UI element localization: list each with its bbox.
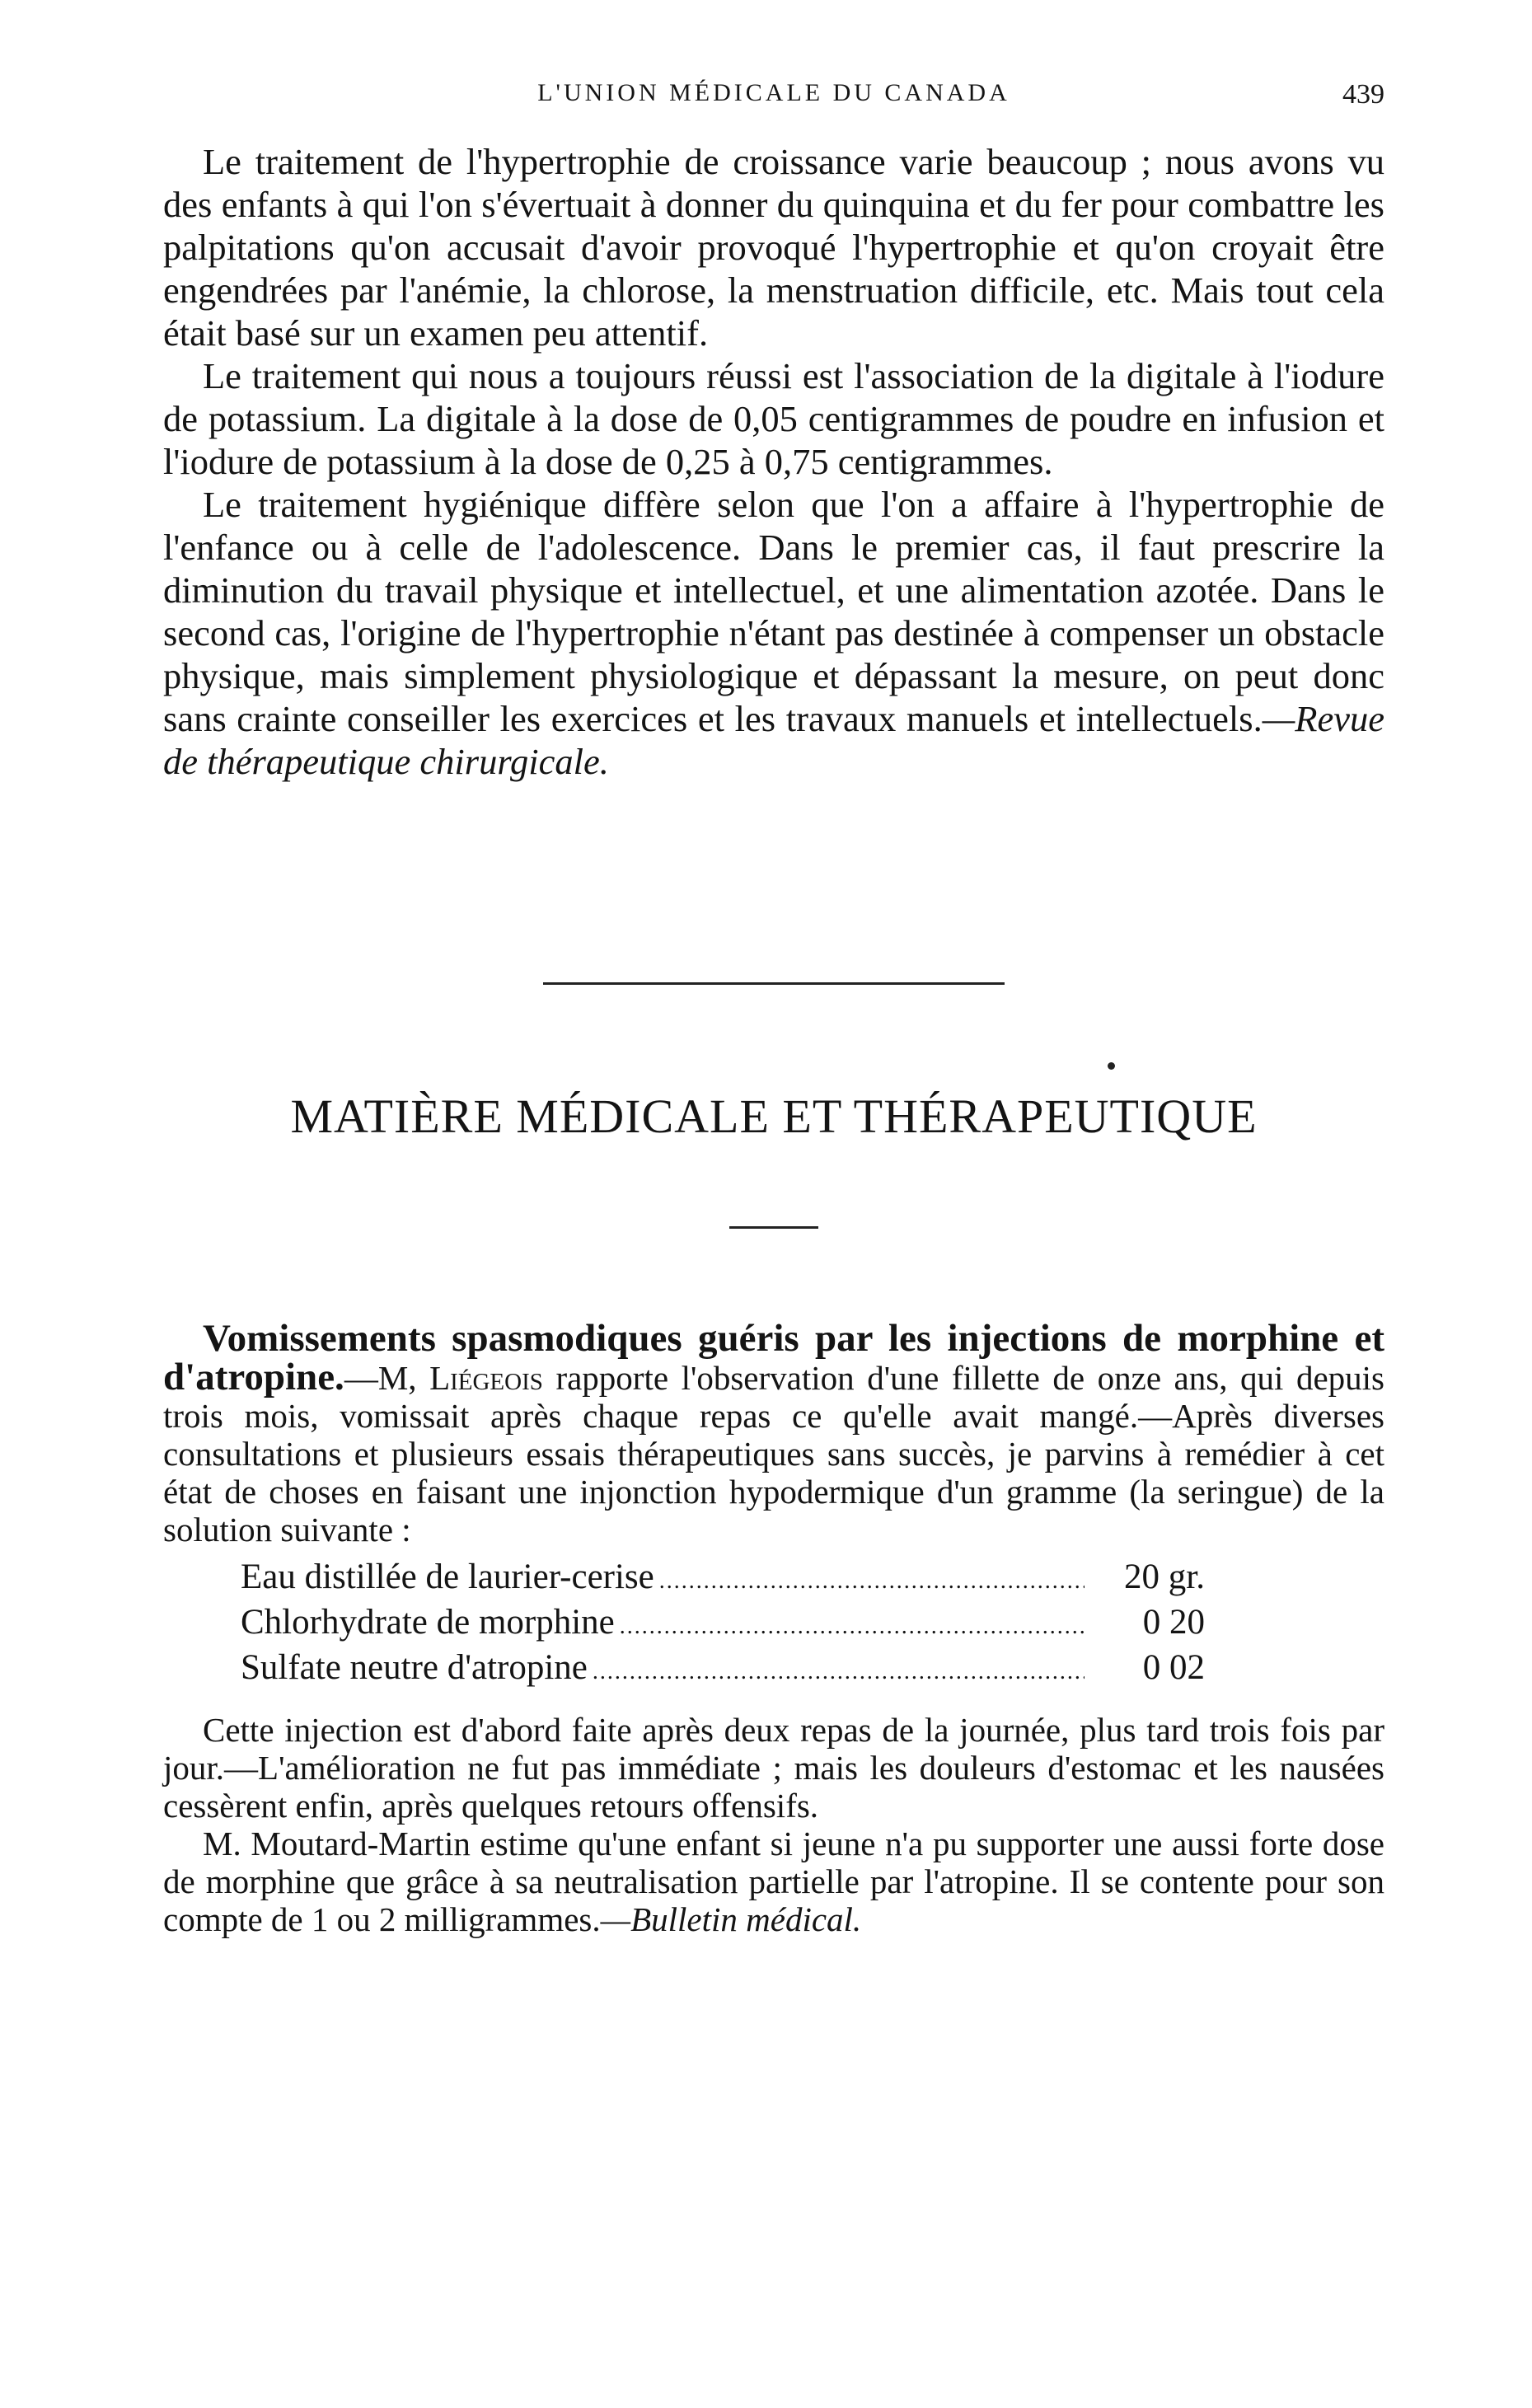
paragraph-text: Cette injection est d'abord faite après deux repas de la journée, plus tard trois fois par jour.—L'amélioration ne fut pas immédiate ; mais les douleurs d'estomac et les nausées cessèrent enfin, après quelques retours offensifs. (163, 1711, 1384, 1825)
article-headline: Vomissements spasmodiques guéris par les injections de morphine et d'atropine. (163, 1317, 1384, 1398)
article-lead-paragraph (163, 1319, 1384, 1548)
running-title: L'UNION MÉDICALE DU CANADA (537, 79, 1010, 106)
lead-text: rapporte l'observation d'une fillette de onze ans, qui depuis trois mois, vomissait après chaque repas ce qu'elle avait mangé.—Après diverses consultations et plusieurs essais thérapeutiques sans succès, je parvins à remédier à cet état de choses en faisant une injonction hypodermique d'un gramme (la seringue) de la solution suivante : (163, 1359, 1384, 1548)
formula-row (241, 1557, 1205, 1602)
section-title: MATIÈRE MÉDICALE ET THÉRAPEUTIQUE (290, 1089, 1258, 1143)
title-rule (729, 1226, 818, 1229)
ingredient-name: Chlorhydrate de morphine (241, 1603, 615, 1642)
formula-row (241, 1602, 1205, 1647)
formula-row (241, 1647, 1205, 1693)
paragraph-injection-result (163, 1711, 1384, 1825)
source-citation: —Bulletin médical. (600, 1900, 862, 1938)
ingredient-amount: 0 02 (1142, 1648, 1205, 1687)
ingredient-name: Eau distillée de laurier-cerise (241, 1558, 654, 1596)
dot-leader (620, 1606, 1085, 1647)
paragraph-digitalis-treatment (163, 354, 1384, 483)
paragraph-text: Le traitement hygiénique diffère selon que l'on a affaire à l'hypertrophie de l'enfance ou à celle de l'adolescence. Dans le premier cas, il faut prescrire la diminution du travail physique et intellectuel, et une alimentation azotée. Dans le second cas, l'origine de l'hypertrophie n'étant pas destinée à compenser un obstacle physique, mais simplement physiologique et dépassant la mesure, on peut donc sans crainte conseiller les exercices et les travaux manuels et intellectuels. (163, 484, 1384, 739)
paragraph-text: Le traitement qui nous a toujours réussi est l'association de la digitale à l'iodure de potassium. La digitale à la dose de 0,05 centigrammes de poudre en infusion et l'iodure de potassium à la dose de 0,25 à 0,75 centigrammes. (163, 355, 1384, 482)
paragraph-moutard-martin (163, 1825, 1384, 1938)
paragraph-text: Le traitement de l'hypertrophie de croissance varie beaucoup ; nous avons vu des enfants à qui l'on s'évertuait à donner du quinquina et du fer pour combattre les palpitations qu'on accusait d'avoir provoqué l'hypertrophie et qu'on croyait être engendrées par l'anémie, la chlorose, la menstruation difficile, etc. Mais tout cela était basé sur un examen peu attentif. (163, 141, 1384, 354)
lead-prefix: —M, (344, 1359, 430, 1397)
running-head (163, 79, 1384, 129)
ingredient-amount: 20 gr. (1124, 1558, 1205, 1596)
paragraph-growth-hypertrophy (163, 140, 1384, 354)
print-speck (1108, 1062, 1115, 1070)
dot-leader (659, 1561, 1085, 1602)
ingredient-amount: 0 20 (1142, 1603, 1205, 1642)
page-number: 439 (1342, 79, 1384, 110)
author-name: Liégeois (429, 1359, 543, 1397)
source-citation: —Revue de thérapeutique chirurgicale. (163, 698, 1384, 782)
journal-page (163, 79, 1384, 1938)
paragraph-hygienic-treatment (163, 483, 1384, 783)
ingredient-name: Sulfate neutre d'atropine (241, 1648, 588, 1687)
dot-leader (593, 1651, 1085, 1693)
section-divider (543, 982, 1005, 985)
article-vomissements (163, 1319, 1384, 1938)
prescription-formula (241, 1557, 1205, 1693)
paragraph-text: M. Moutard-Martin estime qu'une enfant si jeune n'a pu supporter une aussi forte dose de morphine que grâce à sa neutralisation partielle par l'atropine. Il se contente pour son compte de 1 ou 2 milligrammes. (163, 1825, 1384, 1938)
